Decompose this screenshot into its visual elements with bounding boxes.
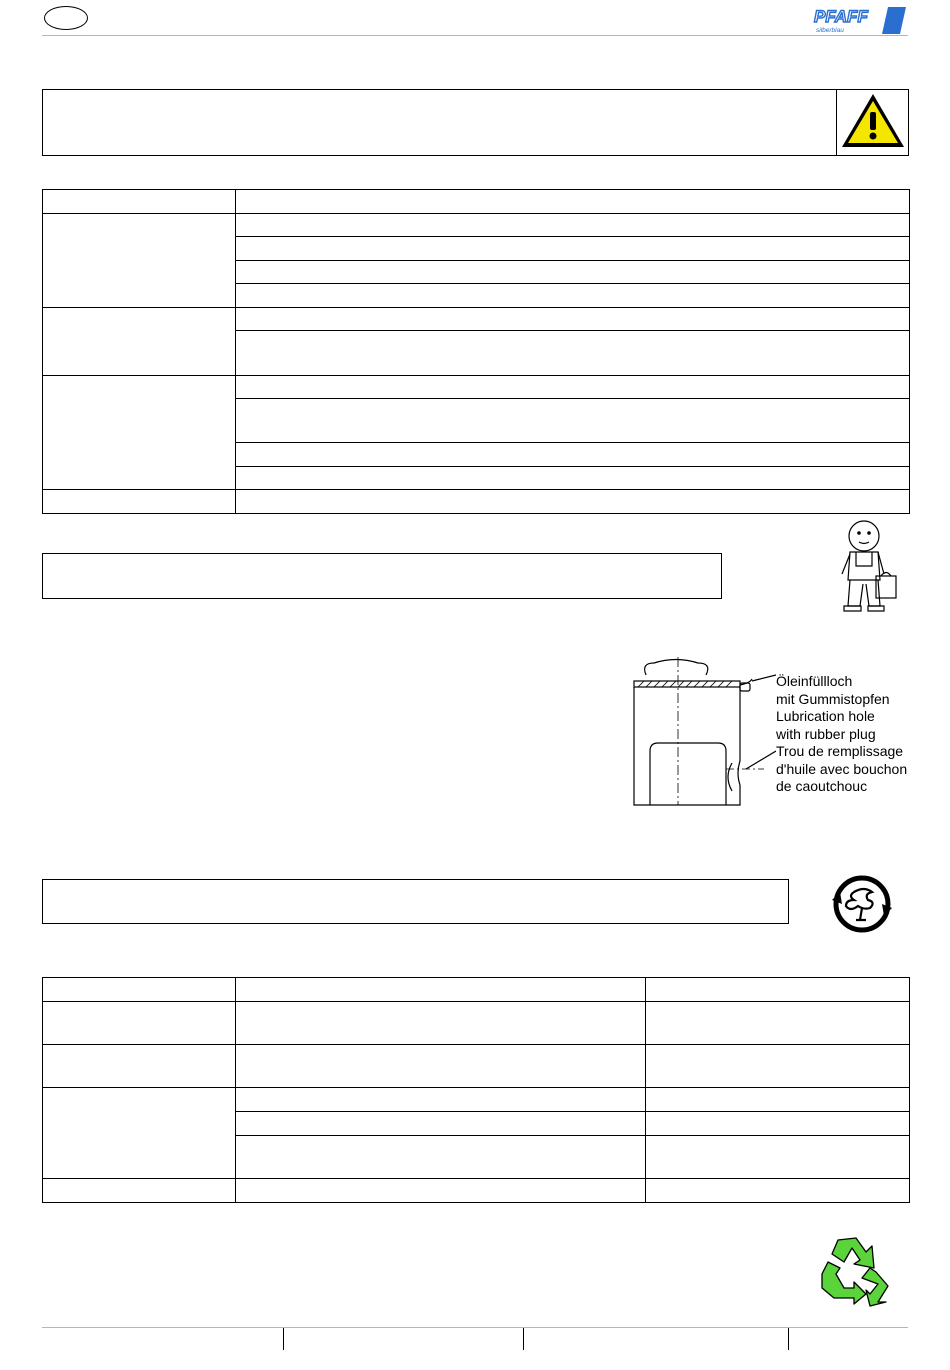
label-line: mit Gummistopfen <box>776 690 890 707</box>
footer-rule <box>42 1327 908 1328</box>
table-cell <box>646 1088 910 1112</box>
header-rule <box>42 35 908 36</box>
table-cell <box>43 376 236 490</box>
table-cell <box>646 1112 910 1136</box>
label-line: with rubber plug <box>776 725 876 742</box>
maintenance-note-box <box>42 553 722 599</box>
logo-text: PFAFF <box>814 7 868 26</box>
table-cell <box>236 490 910 514</box>
mechanic-mascot-icon <box>834 518 900 616</box>
table-cell <box>236 284 910 308</box>
table-cell <box>236 331 910 376</box>
table-cell <box>236 399 910 443</box>
recycling-arrows-icon <box>814 1232 894 1308</box>
table-cell <box>236 1088 646 1112</box>
logo-subtext: silberblau <box>816 27 844 34</box>
table-cell <box>43 978 236 1002</box>
table-cell <box>236 1179 646 1203</box>
warning-box <box>42 89 909 156</box>
warning-box-divider <box>836 89 837 156</box>
disposal-table <box>42 977 910 1203</box>
footer-separator <box>523 1328 524 1350</box>
table-cell <box>646 978 910 1002</box>
table-cell <box>43 1045 236 1088</box>
table-cell <box>236 1112 646 1136</box>
table-cell <box>43 1179 236 1203</box>
language-indicator <box>44 6 88 30</box>
table-cell <box>236 978 646 1002</box>
table-cell <box>236 1136 646 1179</box>
table-cell <box>236 190 910 214</box>
table-cell <box>236 237 910 261</box>
table-cell <box>43 190 236 214</box>
table-cell <box>236 1002 646 1045</box>
table-cell <box>43 1088 236 1179</box>
label-line: de caoutchouc <box>776 778 868 794</box>
table-cell <box>646 1179 910 1203</box>
environment-note-box <box>42 879 789 924</box>
table-cell <box>43 308 236 376</box>
table-cell <box>236 308 910 331</box>
table-cell <box>236 261 910 284</box>
table-cell <box>646 1136 910 1179</box>
label-line: Öleinfüllloch <box>776 673 853 689</box>
table-cell <box>43 490 236 514</box>
lubrication-labels <box>776 673 946 796</box>
table-cell <box>236 443 910 467</box>
pfaff-logo <box>812 6 908 34</box>
table-cell <box>646 1002 910 1045</box>
warning-triangle-icon <box>840 92 906 150</box>
table-cell <box>236 214 910 237</box>
label-line: d'huile avec bouchon <box>776 760 908 777</box>
footer-separator <box>788 1328 789 1350</box>
label-line: Trou de remplissage <box>776 743 904 759</box>
table-cell <box>43 1002 236 1045</box>
table-cell <box>236 376 910 399</box>
footer-separator <box>283 1328 284 1350</box>
gearbox-drawing <box>628 655 776 815</box>
label-line: Lubrication hole <box>776 708 875 724</box>
table-cell <box>646 1045 910 1088</box>
maintenance-table <box>42 189 910 514</box>
table-cell <box>236 1045 646 1088</box>
table-cell <box>43 214 236 308</box>
table-cell <box>236 467 910 490</box>
environmental-protection-icon <box>830 874 894 934</box>
